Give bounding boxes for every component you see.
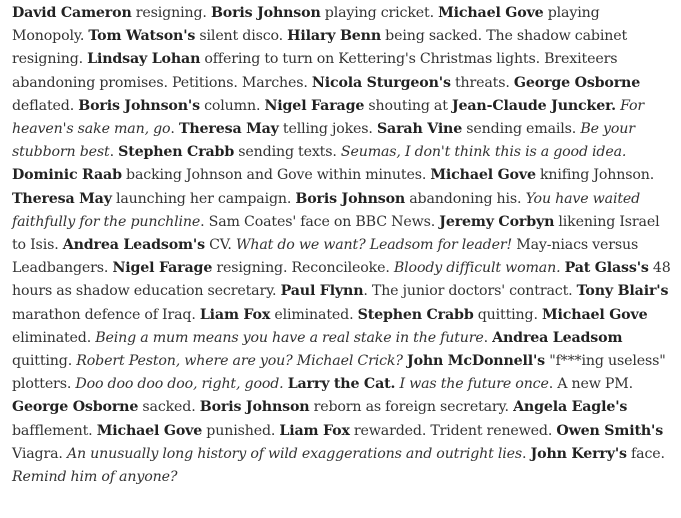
plain-text: resigning. Reconcileoke. — [212, 260, 394, 277]
bold-name: Liam Fox — [199, 306, 271, 323]
plain-text: quitting. — [473, 306, 542, 323]
bold-name: Jean-Claude Juncker. — [451, 97, 616, 114]
plain-text: marathon defence of Iraq. — [12, 306, 200, 323]
italic-quote: Seumas, I don't think this is a good idea. — [340, 144, 627, 161]
italic-quote: Robert Peston, where are you? Michael Crick? — [76, 353, 403, 370]
plain-text: punished. — [202, 422, 280, 439]
plain-text: likening Israel to Isis. — [12, 213, 660, 254]
bold-name: Larry the Cat. — [287, 376, 396, 393]
bold-name: Michael Gove — [438, 5, 544, 21]
plain-text: . — [483, 329, 493, 346]
plain-text: being sacked. The shadow cabinet resigning. — [12, 28, 628, 68]
bold-name: Andrea Leadsom's — [62, 237, 205, 254]
plain-text: column. — [199, 97, 265, 114]
bold-name: Lindsay Lohan — [87, 51, 201, 68]
plain-text: reborn as foreign secretary. — [309, 399, 514, 416]
plain-text: sending emails. — [462, 121, 581, 138]
plain-text: face. — [626, 445, 665, 462]
bold-name: Boris Johnson — [199, 399, 310, 416]
plain-text: May-niacs versus Leadbangers. — [12, 237, 639, 277]
bold-name: Michael Gove — [430, 167, 536, 184]
bold-name: George Osborne — [12, 399, 139, 416]
bottom-fade — [0, 508, 681, 518]
plain-text: deflated. — [12, 97, 79, 114]
bold-name: David Cameron — [12, 5, 132, 21]
bold-name: Pat Glass's — [564, 260, 649, 277]
plain-text: playing cricket. — [320, 5, 439, 21]
bold-name: Theresa May — [12, 190, 112, 207]
plain-text: telling jokes. — [278, 121, 377, 138]
bold-name: Liam Fox — [279, 422, 350, 439]
article-paragraph — [12, 2, 673, 489]
bold-name: Boris Johnson — [210, 5, 321, 21]
plain-text: 48 hours as shadow education secretary. — [12, 260, 671, 300]
italic-quote: Doo doo doo doo, right, good. — [75, 376, 284, 393]
plain-text: Viagra. — [12, 445, 67, 462]
plain-text: . A new PM. — [548, 376, 634, 393]
plain-text: sending texts. — [234, 144, 341, 161]
bold-name: George Osborne — [513, 74, 641, 91]
bold-name: Theresa May — [178, 121, 279, 138]
plain-text: backing Johnson and Gove within minutes. — [121, 167, 431, 184]
bold-name: Michael Gove — [96, 422, 203, 439]
bold-name: John McDonnell's — [407, 353, 546, 370]
italic-quote: For heaven's sake man, go — [12, 97, 645, 138]
plain-text: bafflement. — [12, 422, 97, 439]
bold-name: Nigel Farage — [264, 97, 365, 114]
italic-quote: You have waited faithfully for the punchline — [12, 190, 641, 230]
bold-name: Paul Flynn — [280, 283, 364, 300]
bold-name: Sarah Vine — [376, 121, 463, 138]
bold-name: Tom Watson's — [88, 28, 196, 45]
plain-text: silent disco. — [195, 28, 288, 45]
plain-text: CV. — [204, 237, 236, 254]
italic-quote: Bloody difficult woman. — [393, 260, 561, 277]
bold-name: Stephen Crabb — [118, 144, 235, 161]
bold-name: Jeremy Corbyn — [439, 213, 555, 230]
bold-name: Boris Johnson's — [78, 97, 200, 114]
plain-text: rewarded. Trident renewed. — [349, 422, 557, 439]
bold-name: Nicola Sturgeon's — [311, 74, 451, 91]
italic-quote: An unusually long history of wild exaggerations and outright lies — [66, 445, 523, 462]
plain-text: . Sam Coates' face on BBC News. — [200, 213, 440, 230]
plain-text: quitting. — [12, 353, 77, 370]
bold-name: Owen Smith's — [556, 422, 664, 439]
plain-text: "f***ing useless" plotters. — [12, 353, 666, 393]
plain-text: knifing Johnson. — [535, 167, 655, 184]
bold-name: Dominic Raab — [12, 167, 122, 184]
plain-text: playing Monopoly. — [12, 5, 600, 45]
italic-quote: Be your stubborn best — [12, 121, 635, 161]
italic-quote: Being a mum means you have a real stake in the future — [95, 329, 484, 346]
plain-text: resigning. — [131, 5, 211, 21]
plain-text: abandoning his. — [405, 190, 526, 207]
italic-quote: What do we want? Leadsom for leader! — [235, 237, 513, 254]
plain-text: sacked. — [138, 399, 200, 416]
bold-name: Stephen Crabb — [357, 306, 474, 323]
plain-text: . — [109, 144, 119, 161]
bold-name: Angela Eagle's — [513, 399, 628, 416]
italic-quote: I was the future once — [399, 376, 549, 393]
plain-text: shouting at — [364, 97, 452, 114]
plain-text: offering to turn on Kettering's Christmas lights. Brexiteers abandoning promises. Petitions. Marches. — [12, 51, 618, 91]
bold-name: Andrea Leadsom — [492, 329, 623, 346]
plain-text: eliminated. — [270, 306, 358, 323]
plain-text: . The junior doctors' contract. — [363, 283, 577, 300]
bold-name: Boris Johnson — [295, 190, 406, 207]
plain-text: . — [170, 121, 179, 138]
plain-text: . — [522, 445, 531, 462]
italic-quote: Remind him of anyone? — [12, 469, 178, 486]
bold-name: Michael Gove — [542, 306, 648, 323]
bold-name: Tony Blair's — [576, 283, 669, 300]
plain-text: eliminated. — [12, 329, 96, 346]
bold-name: Hilary Benn — [287, 28, 382, 45]
bold-name: John Kerry's — [530, 445, 627, 462]
bold-name: Nigel Farage — [112, 260, 213, 277]
plain-text: threats. — [450, 74, 514, 91]
plain-text: launching her campaign. — [111, 190, 296, 207]
